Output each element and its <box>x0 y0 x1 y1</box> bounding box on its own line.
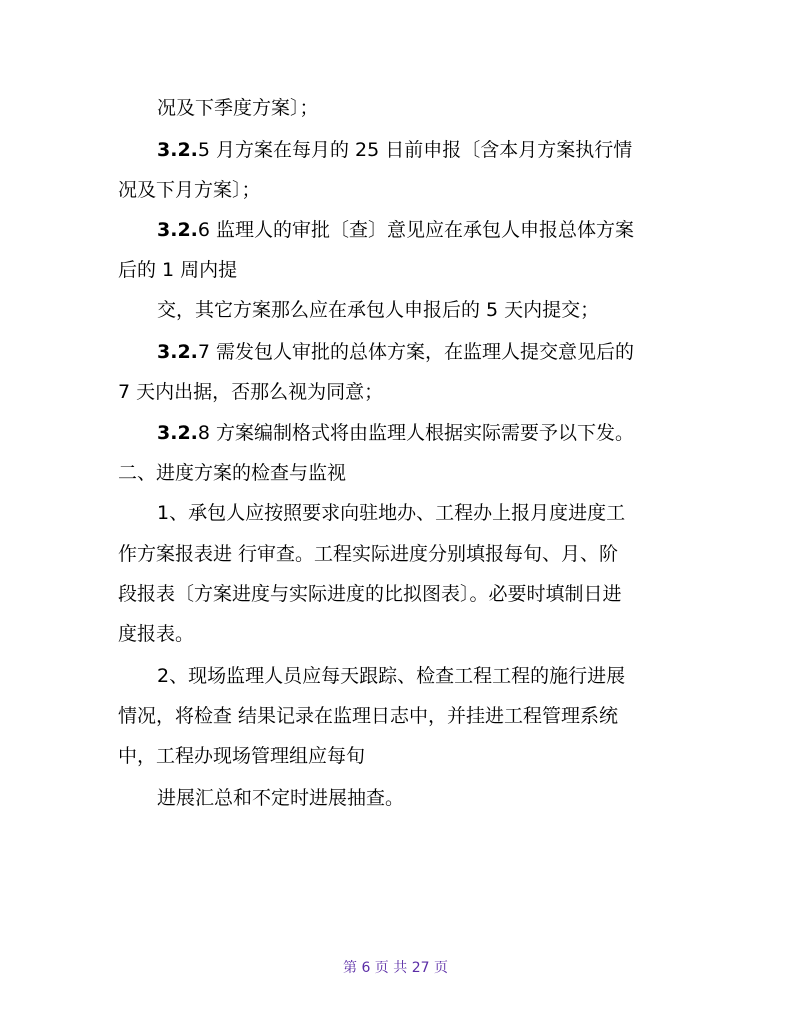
line-text: 度报表。 <box>118 623 195 645</box>
section-heading <box>118 461 346 485</box>
text-line <box>118 542 618 566</box>
text-line <box>118 704 618 728</box>
text-line <box>157 138 632 162</box>
clause-number: 3.2. <box>157 139 198 161</box>
text-line <box>118 582 622 606</box>
line-text: 8 方案编制格式将由监理人根据实际需要予以下发。 <box>197 422 635 444</box>
line-text: 况及下月方案〕； <box>118 179 261 201</box>
line-text: 7 需发包人审批的总体方案，在监理人提交意见后的 <box>197 341 635 363</box>
text-line <box>118 178 261 202</box>
text-line <box>157 340 634 364</box>
text-line <box>118 744 365 768</box>
line-text: 段报表〔方案进度与实际进度的比拟图表〕。必要时填制日进 <box>118 583 622 605</box>
line-text: 7 天内出据，否那么视为同意； <box>118 381 384 403</box>
page-number: 第 6 页 共 27 页 <box>343 960 448 976</box>
line-text: 2、现场监理人员应每天跟踪、检查工程工程的施行进展 <box>157 665 626 687</box>
text-line <box>157 218 634 242</box>
line-text: 6 监理人的审批〔查〕意见应在承包人申报总体方案 <box>197 219 635 241</box>
text-line <box>157 501 625 525</box>
line-text: 情况，将检查 结果记录在监理日志中，并挂进工程管理系统 <box>118 705 619 727</box>
clause-number: 3.2. <box>157 422 198 444</box>
line-text: 进展汇总和不定时进展抽查。 <box>157 787 405 809</box>
line-text: 况及下季度方案〕； <box>157 97 319 119</box>
line-text: 交，其它方案那么应在承包人申报后的 5 天内提交； <box>157 299 600 321</box>
line-text: 二、进度方案的检查与监视 <box>118 462 347 484</box>
line-text: 作方案报表进 行审查。工程实际进度分别填报每旬、月、阶 <box>118 543 619 565</box>
text-line <box>157 664 625 688</box>
line-text: 5 月方案在每月的 25 日前申报〔含本月方案执行情 <box>197 139 633 161</box>
line-text: 后的 1 周内提 <box>118 259 238 281</box>
text-line <box>157 421 634 445</box>
line-text: 1、承包人应按照要求向驻地办、工程办上报月度进度工 <box>157 502 626 524</box>
text-line <box>118 622 194 646</box>
text-line <box>118 258 237 282</box>
text-line <box>157 786 404 810</box>
text-line <box>157 298 599 322</box>
clause-number: 3.2. <box>157 219 198 241</box>
clause-number: 3.2. <box>157 341 198 363</box>
line-text: 中，工程办现场管理组应每旬 <box>118 745 366 767</box>
text-line <box>157 96 319 120</box>
text-line <box>118 380 383 404</box>
